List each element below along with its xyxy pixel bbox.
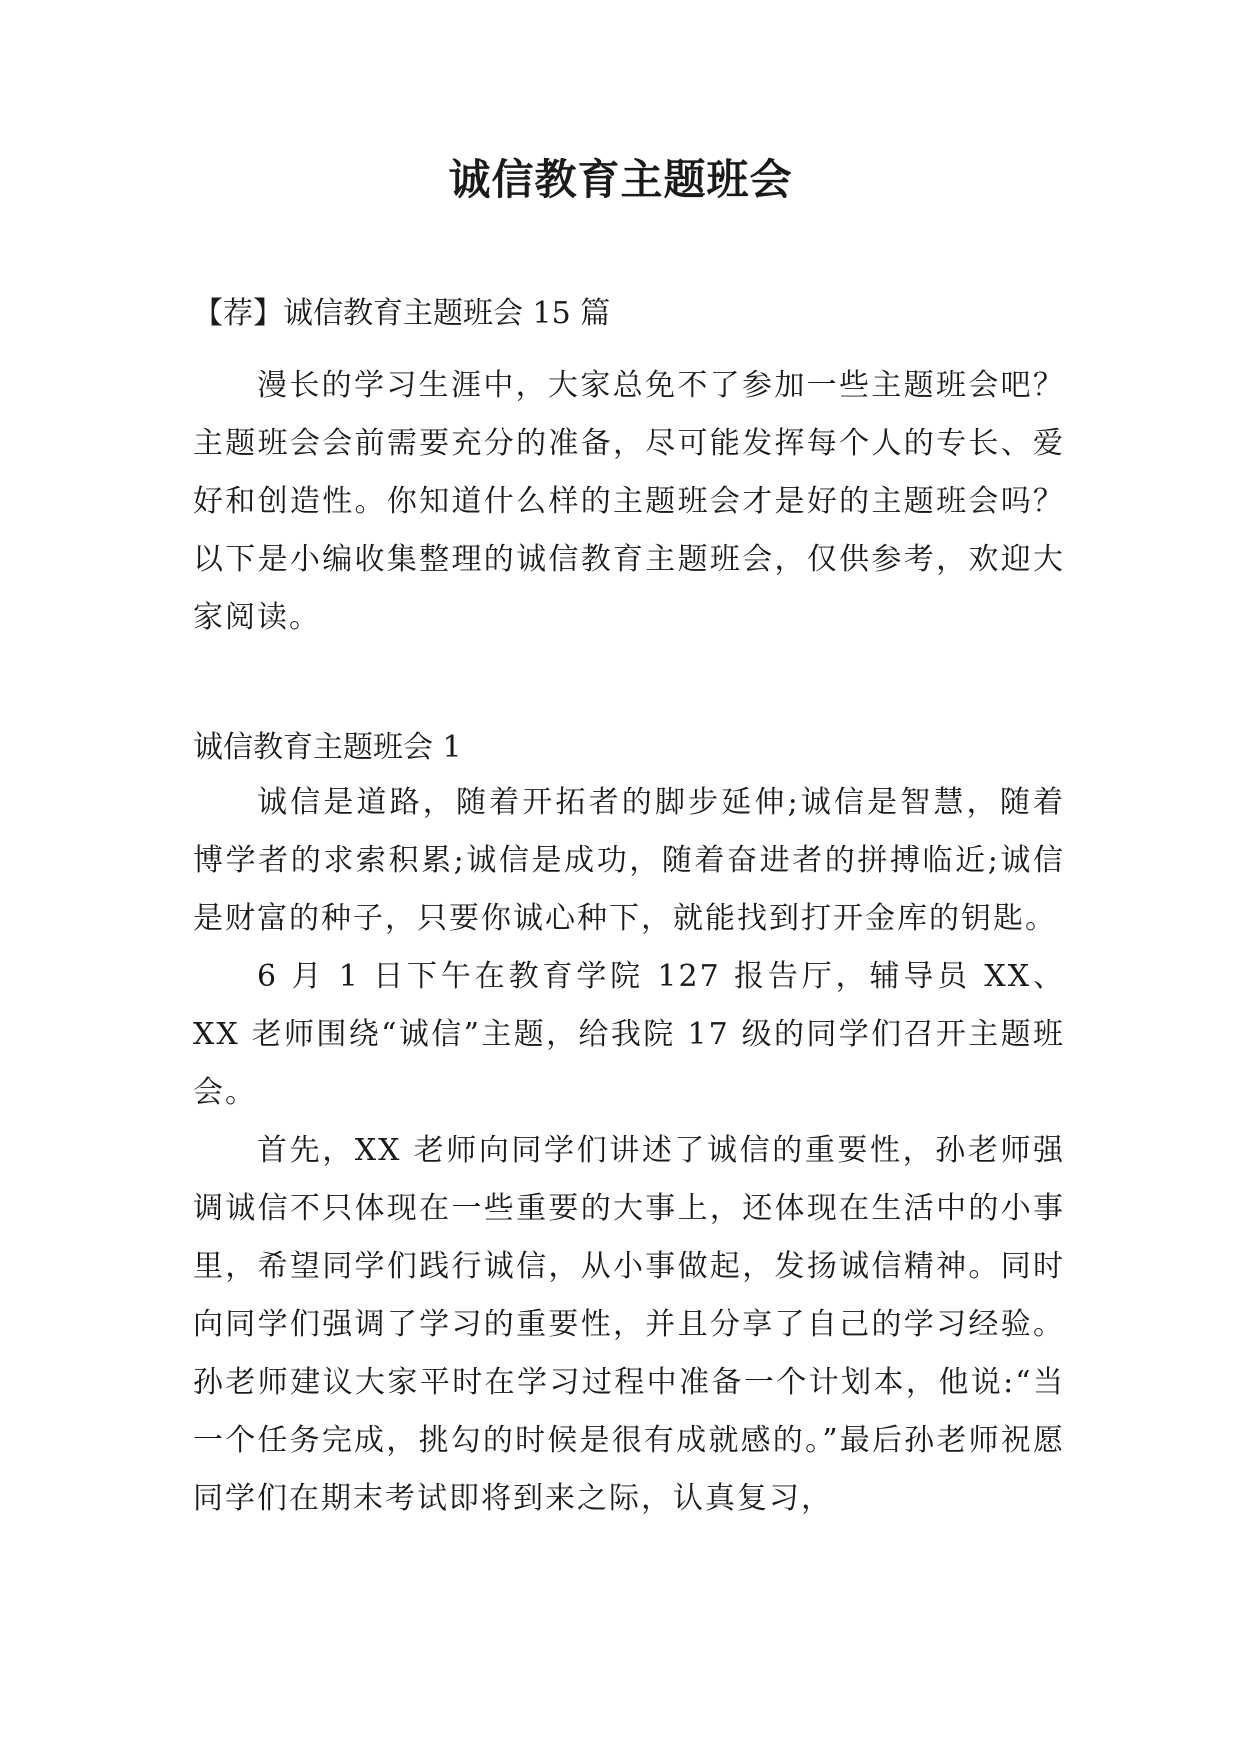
document-title: 诚信教育主题班会 — [448, 155, 793, 204]
intro-paragraph: 漫长的学习生涯中，大家总免不了参加一些主题班会吧？主题班会会前需要充分的准备，尽可能发挥每个人的专长、爱好和创造性。你知道什么样的主题班会才是好的主题班会吗？以下是小编收集整理的诚信教育主题班会，仅供参考，欢迎大家阅读。 — [193, 368, 1065, 635]
section-body — [193, 774, 1065, 1528]
intro-block — [193, 357, 1065, 647]
section-paragraph: 6 月 1 日下午在教育学院 127 报告厅，辅导员 XX、XX 老师围绕“诚信”主题，给我院 17 级的同学们召开主题班会。 — [193, 959, 1065, 1110]
section-paragraph: 首先，XX 老师向同学们讲述了诚信的重要性，孙老师强调诚信不只体现在一些重要的大事上，还体现在生活中的小事里，希望同学们践行诚信，从小事做起，发扬诚信精神。同时向同学们强调了学习的重要性，并且分享了自己的学习经验。孙老师建议大家平时在学习过程中准备一个计划本，他说:“当一个任务完成，挑勾的时候是很有成就感的。”最后孙老师祝愿同学们在期末考试即将到来之际，认真复习， — [193, 1133, 1065, 1516]
document-subtitle: 【荐】诚信教育主题班会 15 篇 — [193, 296, 611, 331]
section-paragraph: 诚信是道路，随着开拓者的脚步延伸;诚信是智慧，随着博学者的求索积累;诚信是成功，随着奋进者的拼搏临近;诚信是财富的种子，只要你诚心种下，就能找到打开金库的钥匙。 — [193, 785, 1065, 936]
section-heading: 诚信教育主题班会 1 — [193, 730, 462, 765]
